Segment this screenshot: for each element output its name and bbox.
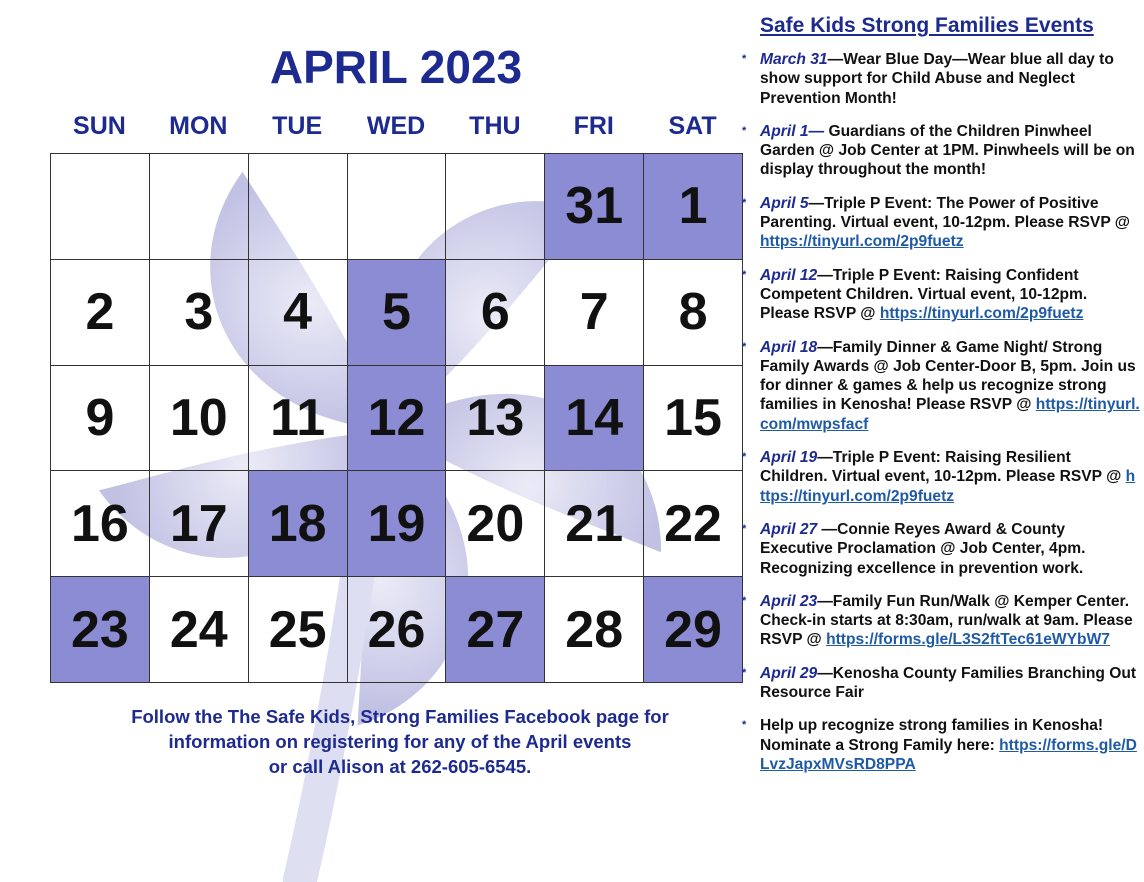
calendar-cell-empty: [249, 154, 348, 260]
day-name-thu: THU: [469, 112, 521, 140]
calendar-day-29: 29: [644, 577, 743, 683]
event-date: April 19: [760, 449, 818, 467]
bullet-icon: *: [742, 594, 747, 607]
bullet-icon: *: [742, 268, 747, 281]
event-date: April 27: [760, 520, 818, 538]
event-item: [740, 716, 1140, 774]
event-item: [740, 266, 1140, 324]
calendar-day-15: 15: [644, 366, 743, 472]
event-link[interactable]: https://tinyurl.com/2p9fuetz: [760, 233, 964, 251]
day-name-sat: SAT: [668, 112, 717, 140]
event-description: —Family Dinner & Game Night/ Strong Family Awards @ Job Center-Door B, 5pm. Join us for dinner & games & help us recognize strong families in Kenosha! Please RSVP @: [760, 338, 1136, 414]
calendar-day-24: 24: [150, 577, 249, 683]
bullet-icon: *: [742, 666, 747, 679]
calendar-day-16: 16: [51, 471, 150, 577]
event-description: Guardians of the Children Pinwheel Garden @ Job Center at 1PM. Pinwheels will be on display throughout the month!: [760, 122, 1135, 179]
calendar-day-3: 3: [150, 260, 249, 366]
calendar-day-28: 28: [545, 577, 644, 683]
calendar-day-5: 5: [348, 260, 447, 366]
events-panel: [740, 14, 1140, 788]
day-name-wed: WED: [366, 112, 426, 140]
calendar-day-6: 6: [446, 260, 545, 366]
event-description: —Family Fun Run/Walk @ Kemper Center. Check-in starts at 8:30am, run/walk at 9am. Please RSVP @: [760, 592, 1133, 649]
calendar-cell-empty: [51, 154, 150, 260]
calendar-day-23: 23: [51, 577, 150, 683]
calendar-day-1: 1: [644, 154, 743, 260]
calendar-day-31: 31: [545, 154, 644, 260]
calendar-day-25: 25: [249, 577, 348, 683]
bullet-icon: *: [742, 340, 747, 353]
events-list: [740, 50, 1140, 774]
bullet-icon: *: [742, 451, 747, 464]
event-description: —Wear Blue Day—Wear blue all day to show support for Child Abuse and Neglect Prevention Month!: [760, 51, 1114, 107]
event-description: —Triple P Event: The Power of Positive Parenting. Virtual event, 10-12pm. Please RSVP @: [760, 194, 1130, 232]
day-name-mon: MON: [169, 112, 228, 140]
calendar-day-2: 2: [51, 260, 150, 366]
event-item: [740, 664, 1140, 703]
day-name-tue: TUE: [272, 112, 323, 140]
day-name-fri: FRI: [573, 112, 614, 140]
bullet-icon: *: [742, 53, 747, 65]
bullet-icon: *: [742, 196, 747, 209]
footer-note: [50, 704, 750, 779]
event-date: April 23: [760, 592, 818, 610]
day-name-header: [50, 112, 742, 141]
event-date: April 1—: [760, 122, 825, 140]
calendar-day-11: 11: [249, 366, 348, 472]
bullet-icon: *: [742, 522, 747, 535]
calendar-day-12: 12: [348, 366, 447, 472]
event-item: [740, 520, 1140, 578]
event-link[interactable]: https://tinyurl.com/2p9fuetz: [879, 305, 1084, 323]
event-item: [740, 338, 1140, 434]
event-date: April 5: [760, 194, 809, 212]
calendar-day-17: 17: [150, 471, 249, 577]
events-heading: Safe Kids Strong Families Events: [760, 14, 1094, 37]
event-date: April 12: [760, 266, 818, 284]
event-description: Help up recognize strong families in Kenosha! Nominate a Strong Family here:: [760, 717, 1104, 754]
footer-line: or call Alison at 262-605-6545.: [268, 756, 532, 777]
calendar-day-27: 27: [446, 577, 545, 683]
calendar-day-4: 4: [249, 260, 348, 366]
calendar-day-19: 19: [348, 471, 447, 577]
calendar-day-10: 10: [150, 366, 249, 472]
event-date: March 31: [760, 51, 828, 68]
event-link[interactable]: https://tinyurl.com/mwpsfacf: [760, 396, 1140, 433]
calendar-day-18: 18: [249, 471, 348, 577]
bullet-icon: *: [742, 124, 747, 137]
calendar-day-8: 8: [644, 260, 743, 366]
event-link[interactable]: https://tinyurl.com/2p9fuetz: [760, 468, 1136, 505]
calendar-day-9: 9: [51, 366, 150, 472]
event-description: —Connie Reyes Award & County Executive Proclamation @ Job Center, 4pm. Recognizing excellence in prevention work.: [760, 520, 1086, 577]
calendar-day-14: 14: [545, 366, 644, 472]
event-description: —Triple P Event: Raising Confident Competent Children. Virtual event, 10-12pm. Please RSVP @: [760, 266, 1088, 323]
bullet-icon: *: [742, 719, 747, 732]
calendar-day-26: 26: [348, 577, 447, 683]
event-item: [740, 122, 1140, 180]
event-item: [740, 194, 1140, 252]
calendar-grid: [50, 153, 743, 683]
event-link[interactable]: https://forms.gle/DLvzJapxMVsRD8PPA: [760, 736, 1137, 773]
event-item: [740, 592, 1140, 650]
event-item: [740, 50, 1140, 108]
footer-line: information on registering for any of the April events: [168, 731, 632, 752]
calendar-day-22: 22: [644, 471, 743, 577]
calendar-day-13: 13: [446, 366, 545, 472]
event-link[interactable]: https://forms.gle/L3S2ftTec61eWYbW7: [826, 631, 1110, 649]
footer-line: Follow the The Safe Kids, Strong Families Facebook page for: [131, 706, 669, 727]
calendar-day-20: 20: [446, 471, 545, 577]
calendar-cell-empty: [150, 154, 249, 260]
calendar-cell-empty: [348, 154, 447, 260]
event-date: April 18: [760, 338, 818, 356]
calendar-cell-empty: [446, 154, 545, 260]
event-description: —Kenosha County Families Branching Out Resource Fair: [760, 664, 1137, 702]
calendar-title: APRIL 2023: [269, 41, 523, 93]
calendar-day-21: 21: [545, 471, 644, 577]
event-description: —Triple P Event: Raising Resilient Children. Virtual event, 10-12pm. Please RSVP @: [760, 449, 1126, 486]
calendar-day-7: 7: [545, 260, 644, 366]
event-date: April 29: [760, 664, 818, 682]
day-name-sun: SUN: [73, 112, 126, 140]
event-item: [740, 448, 1140, 506]
